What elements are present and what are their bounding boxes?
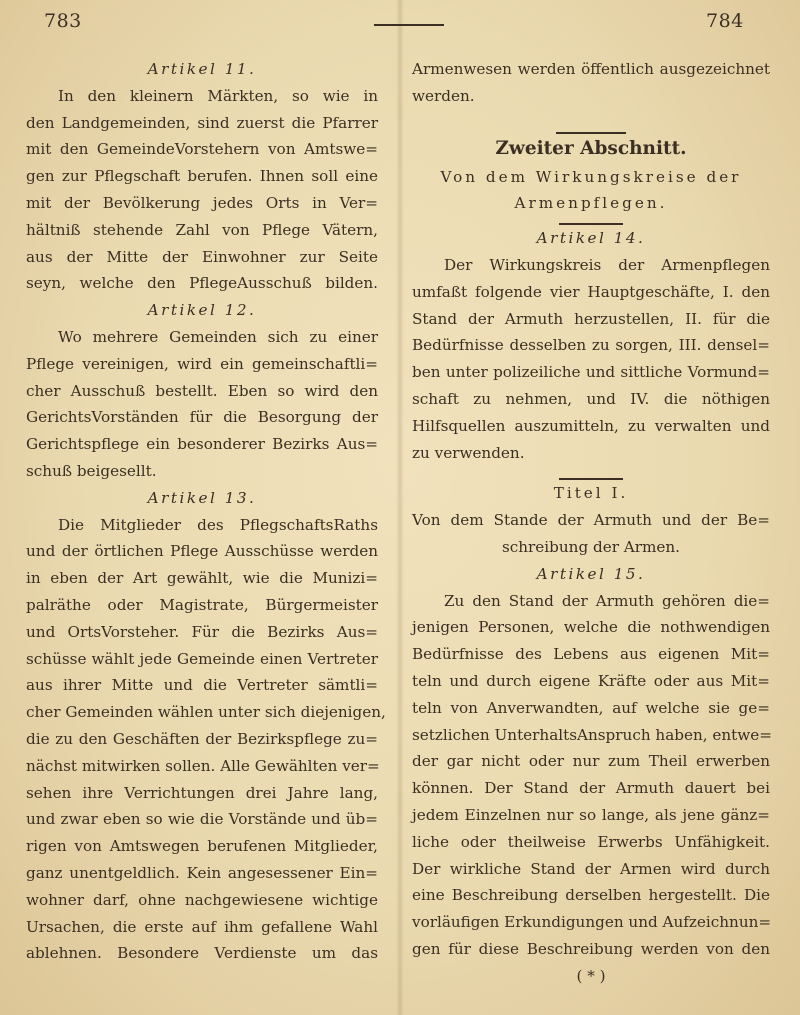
text-line: schaft zu nehmen, und IV. die nöthigen [412,389,770,408]
text-line: seyn, welche den PflegeAusschuß bilden. [26,274,378,293]
text-line: sehen ihre Verrichtungen drei Jahre lang, [26,783,378,802]
text-line: aus ihrer Mitte und die Vertreter sämtli= [26,676,378,695]
header-rule [374,24,444,26]
text-line: Hilfsquellen auszumitteln, zu verwalten und [412,416,770,435]
text-line: aus der Mitte der Einwohner zur Seite [26,247,378,266]
text-line: gen für diese Beschreibung werden von den [412,939,770,958]
text-line: Gerichtspflege ein besonderer Bezirks Aus= [26,435,378,454]
text-line: eine Beschreibung derselben hergestellt. Die [412,886,770,905]
text-line: Der Wirkungskreis der Armenpflegen [444,255,770,274]
text-line: GerichtsVorständen für die Besorgung der [26,408,378,427]
text-line: und zwar eben so wie die Vorstände und üb= [26,810,378,829]
article-heading: Artikel 13. [147,488,257,507]
text-line: jenigen Personen, welche die nothwendigen [412,618,770,637]
section-subtitle: Von dem Wirkungskreise der [440,167,742,186]
text-line: die zu den Geschäften der Bezirkspflege zu= [26,729,378,748]
text-line: Wo mehrere Gemeinden sich zu einer [58,327,378,346]
text-line: ganz unentgeldlich. Kein angesessener Ein= [26,863,378,882]
right-page-text [412,56,770,990]
text-line: Zu den Stand der Armuth gehören die= [444,591,770,610]
left-page-text [26,56,386,967]
text-line: und der örtlichen Pflege Ausschüsse werden [26,542,378,561]
article-heading: Artikel 14. [536,229,646,248]
signature-mark: ( * ) [576,966,606,985]
text-line: teln von Anverwandten, auf welche sie ge= [412,698,770,717]
book-gutter [396,0,404,1015]
text-line: ablehnen. Besondere Verdienste um das [26,944,378,963]
text-line: können. Der Stand der Armuth dauert bei [412,779,770,798]
text-line: schüsse wählt jede Gemeinde einen Vertreter [26,649,378,668]
right-page-number: 784 [706,10,744,32]
text-line: cher Ausschuß bestellt. Eben so wird den [26,381,378,400]
text-line: Armenwesen werden öffentlich ausgezeichnet [412,60,770,78]
text-line: den Landgemeinden, sind zuerst die Pfarrer [26,113,378,132]
text-line: Die Mitglieder des PflegschaftsRaths [58,515,378,534]
text-line: Stand der Armuth herzustellen, II. für die [412,309,770,328]
text-line: werden. [412,86,475,105]
text-line: vorläufigen Erkundigungen und Aufzeichnun= [412,913,772,932]
text-line: ben unter polizeiliche und sittliche Vormund= [412,363,770,382]
text-line: gen zur Pflegschaft berufen. Ihnen soll eine [26,167,378,186]
article-heading: Artikel 15. [536,564,646,583]
section-spacer [412,466,770,478]
text-line: Pflege vereinigen, wird ein gemeinschaftli= [26,354,378,373]
text-line: setzlichen UnterhaltsAnspruch haben, entwe= [412,725,772,744]
text-line: palräthe oder Magistrate, Bürgermeister [26,595,378,614]
article-heading: Artikel 12. [147,301,257,320]
text-line: der gar nicht oder nur zum Theil erwerben [412,752,770,771]
section-heading: Zweiter Abschnitt. [495,137,687,159]
text-line: cher Gemeinden wählen unter sich diejenigen, [26,703,386,722]
article-heading: Artikel 11. [147,60,257,78]
text-line: liche oder theilweise Erwerbs Unfähigkeit. [412,832,770,851]
text-line: schreibung der Armen. [501,537,681,556]
text-line: Von dem Stande der Armuth und der Be= [412,511,770,530]
left-page-number: 783 [44,10,82,32]
section-subtitle: Armenpflegen. [514,194,668,213]
text-line: Bedürfnisse des Lebens aus eigenen Mit= [412,645,770,664]
text-line: jedem Einzelnen nur so lange, als jene gänz= [412,805,770,824]
text-line: Ursachen, die erste auf ihm gefallene Wahl [26,917,378,936]
text-line: Bedürfnisse desselben zu sorgen, III. densel= [412,336,770,355]
text-line: rigen von Amtswegen berufenen Mitglieder, [26,837,378,856]
text-line: wohner darf, ohne nachgewiesene wichtige [26,890,378,909]
text-line: Der wirkliche Stand der Armen wird durch [412,859,770,878]
text-line: umfaßt folgende vier Hauptgeschäfte, I. den [412,282,770,301]
section-spacer [412,110,770,132]
text-line: hältniß stehende Zahl von Pflege Vätern, [26,220,378,239]
text-line: und OrtsVorsteher. Für die Bezirks Aus= [26,622,378,641]
text-line: teln und durch eigene Kräfte oder aus Mit= [412,671,770,690]
title-heading: Titel I. [553,484,629,503]
text-line: mit der Bevölkerung jedes Orts in Ver= [26,193,378,212]
text-line: In den kleinern Märkten, so wie in [58,86,378,105]
text-line: mit den GemeindeVorstehern von Amtswe= [26,140,378,159]
text-line: in eben der Art gewählt, wie die Munizi= [26,569,378,588]
text-line: schuß beigesellt. [26,461,157,480]
text-line: zu verwenden. [412,443,525,462]
text-line: nächst mitwirken sollen. Alle Gewählten ver= [26,756,380,775]
